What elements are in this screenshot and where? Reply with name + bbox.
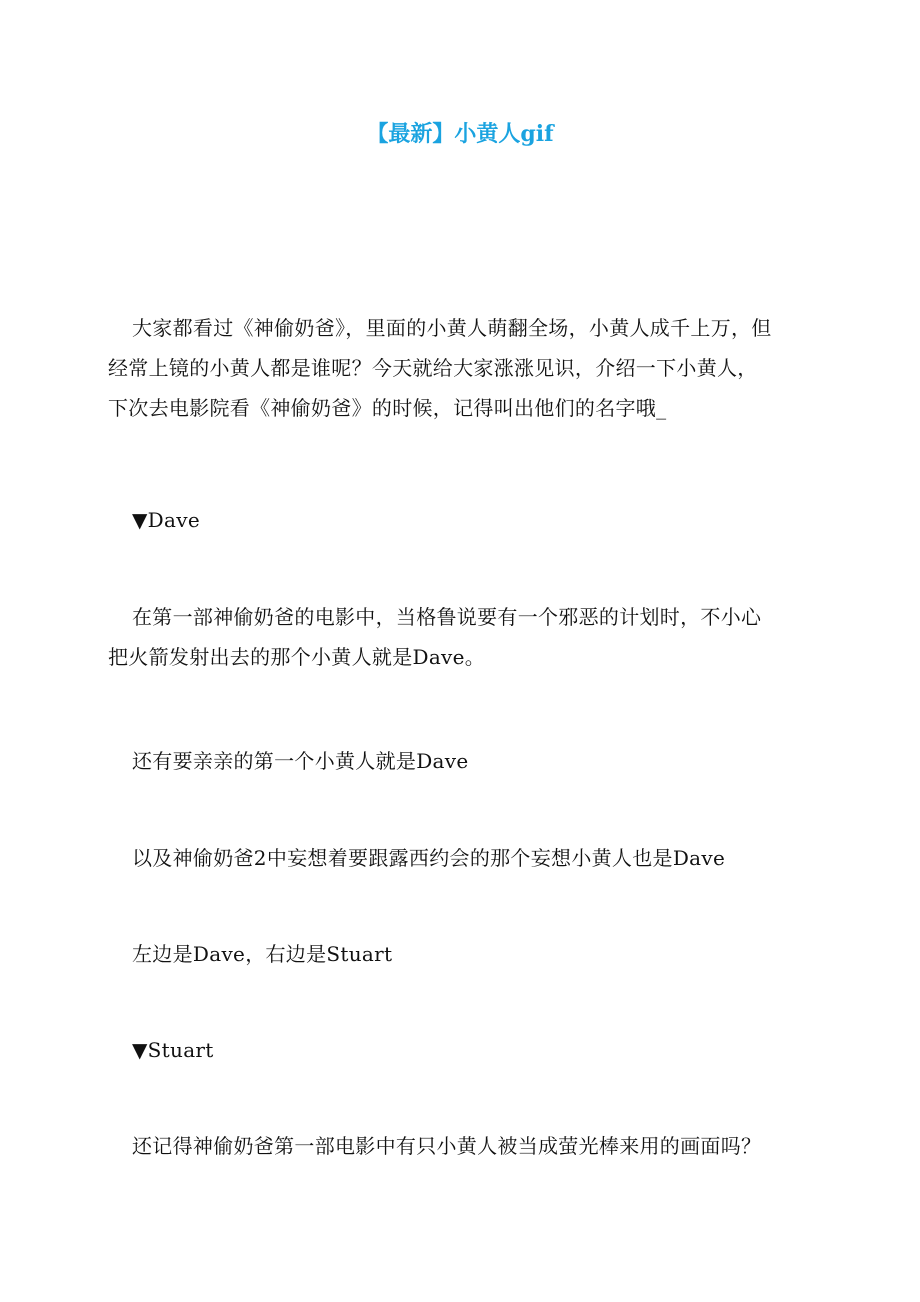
dave-paragraph bbox=[108, 597, 812, 677]
dave-dream-paragraph: 以及神偷奶爸2中妄想着要跟露西约会的那个妄想小黄人也是Dave bbox=[132, 846, 726, 870]
intro-line-2: 经常上镜的小黄人都是谁呢？今天就给大家涨涨见识，介绍一下小黄人， bbox=[108, 356, 758, 380]
document-title: 【最新】小黄人gif bbox=[366, 121, 554, 147]
stuart-paragraph: 还记得神偷奶爸第一部电影中有只小黄人被当成萤光棒来用的画面吗？ bbox=[132, 1134, 762, 1158]
image-caption-left-right: 左边是Dave，右边是Stuart bbox=[132, 942, 393, 966]
section-heading-stuart: ▼Stuart bbox=[132, 1038, 214, 1062]
dave-line-2: 把火箭发射出去的那个小黄人就是Dave。 bbox=[108, 645, 486, 669]
intro-paragraph bbox=[108, 308, 812, 428]
section-heading-dave: ▼Dave bbox=[132, 508, 200, 532]
intro-line-1: 大家都看过《神偷奶爸》，里面的小黄人萌翻全场，小黄人成千上万，但 bbox=[132, 316, 772, 340]
intro-line-3: 下次去电影院看《神偷奶爸》的时候，记得叫出他们的名字哦_ bbox=[108, 396, 667, 420]
dave-kiss-paragraph: 还有要亲亲的第一个小黄人就是Dave bbox=[132, 749, 469, 773]
dave-line-1: 在第一部神偷奶爸的电影中，当格鲁说要有一个邪恶的计划时，不小心 bbox=[132, 605, 762, 629]
